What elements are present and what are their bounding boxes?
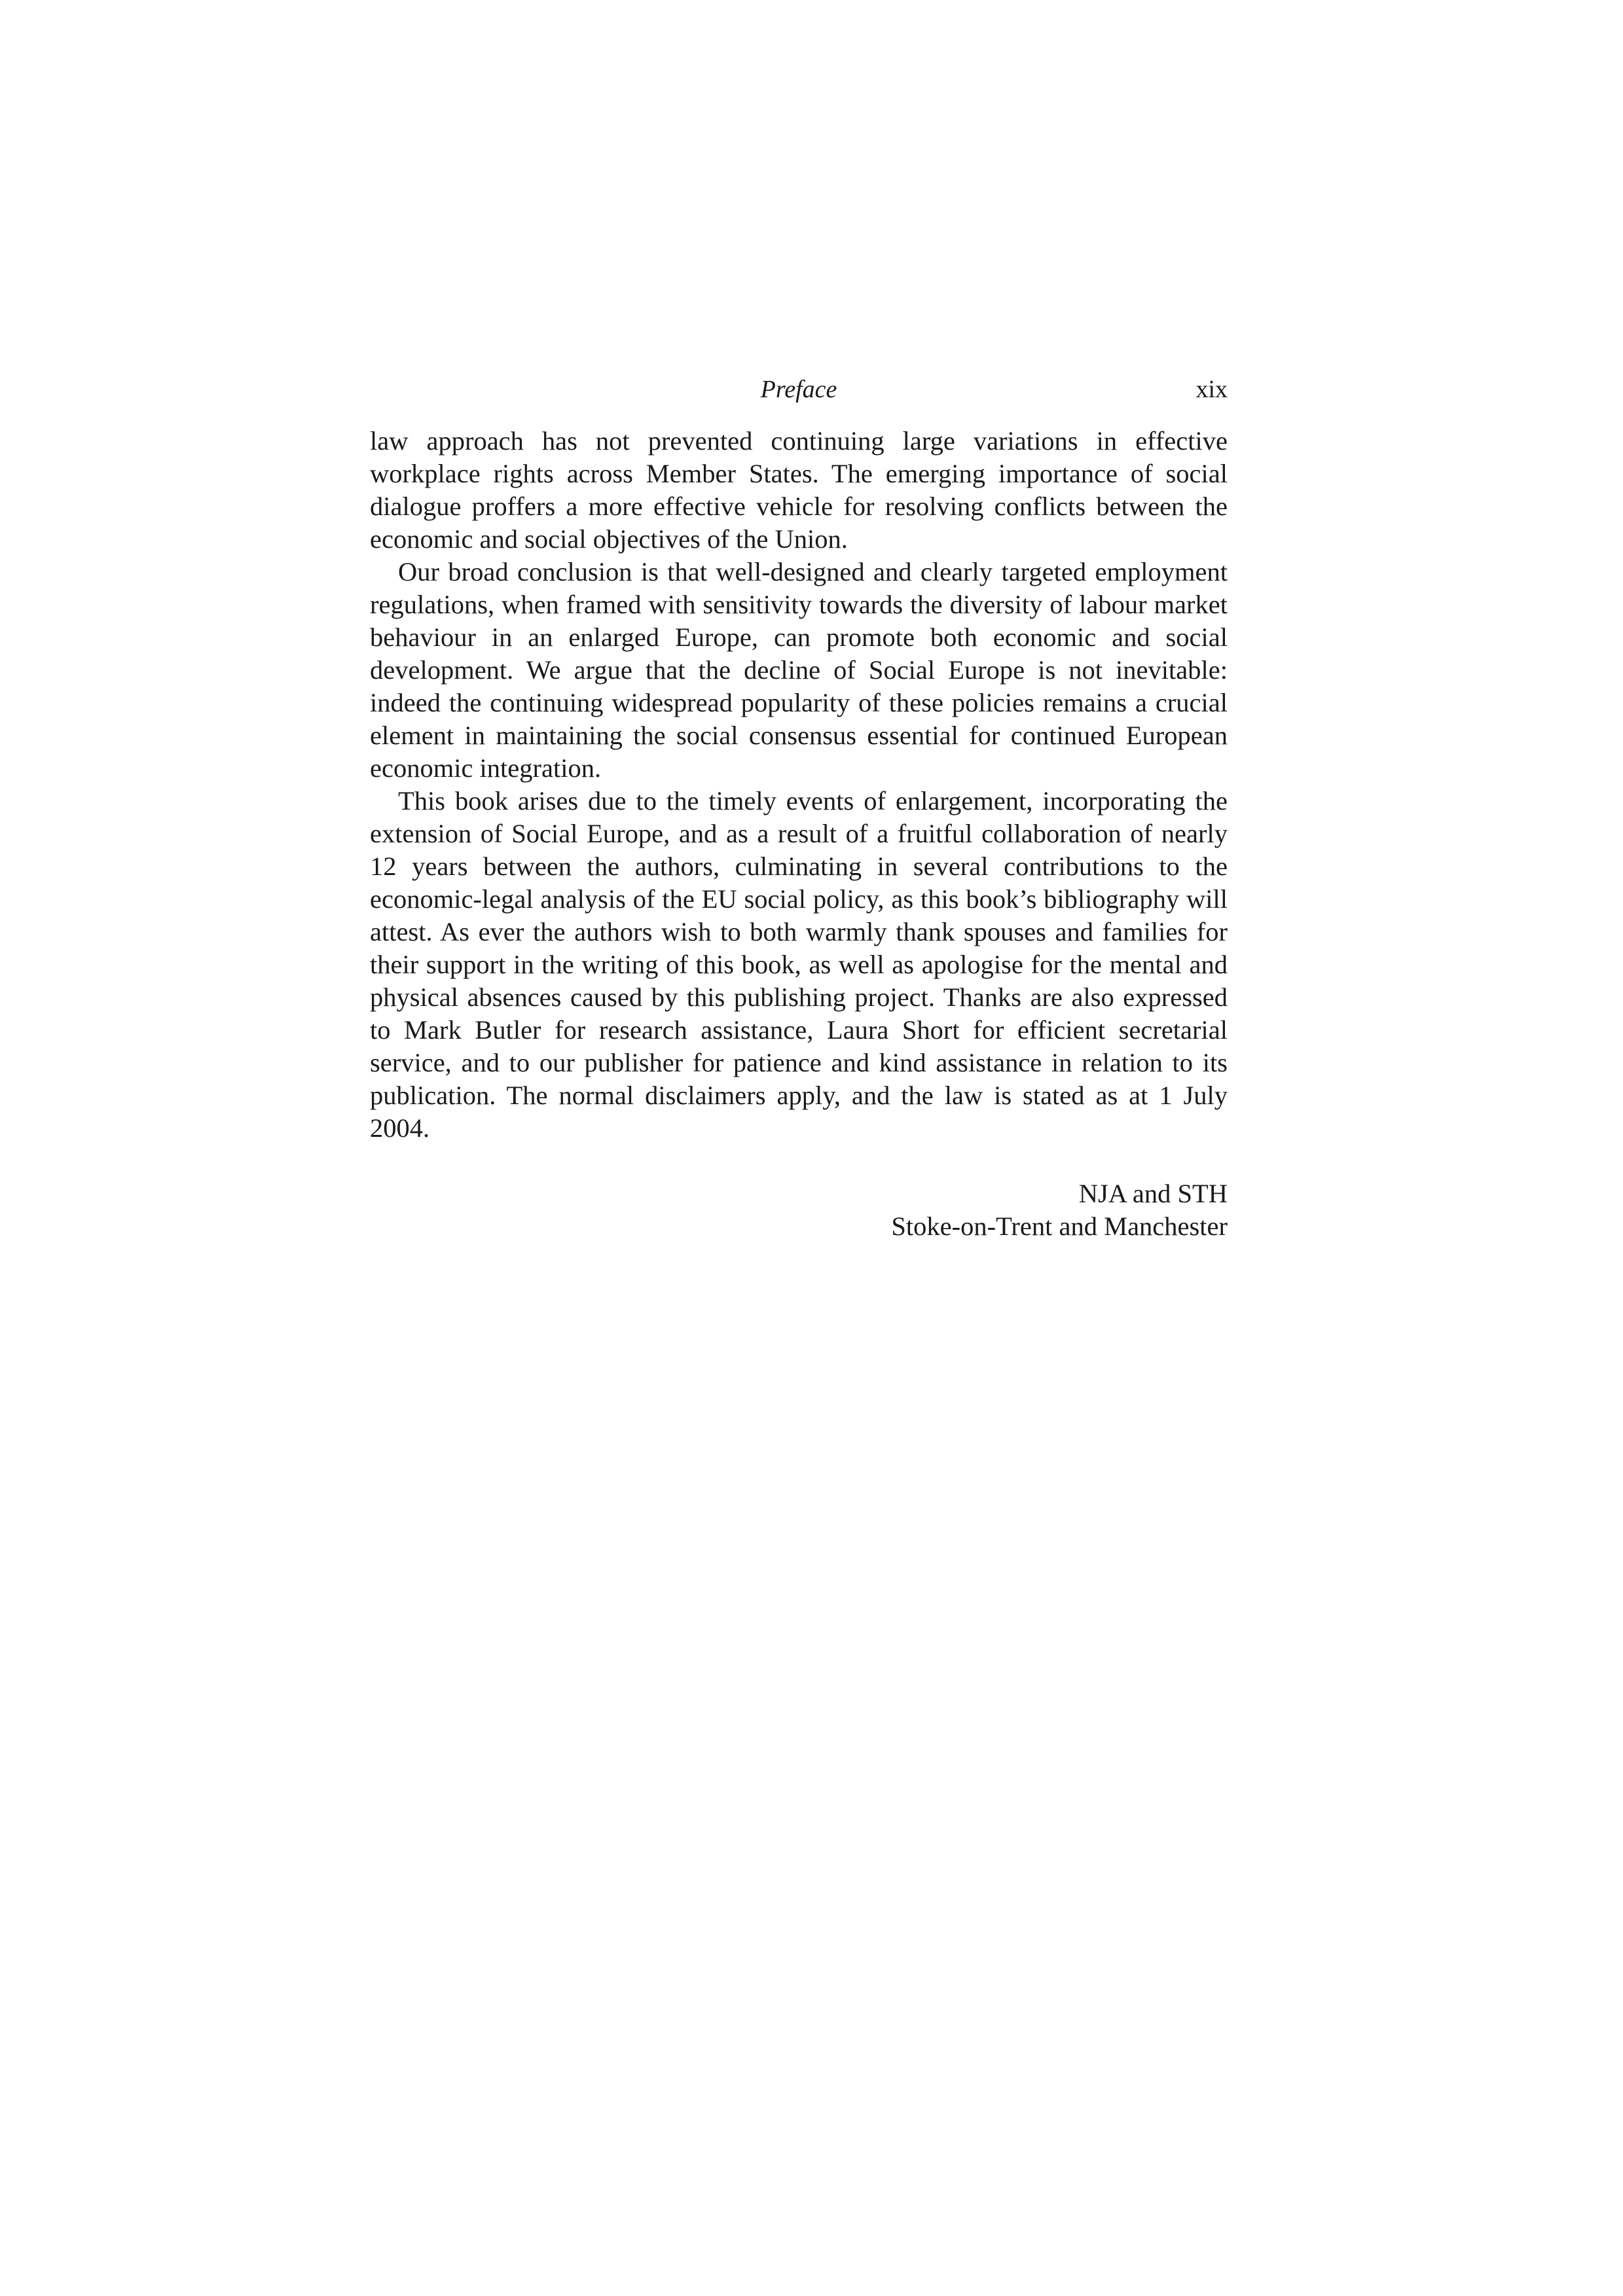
body-text xyxy=(370,425,1228,1145)
signoff-authors: NJA and STH xyxy=(1078,1179,1228,1208)
page-number: xix xyxy=(1195,376,1228,403)
paragraph-continued: law approach has not prevented continuing large variations in effective workplace rights across Member States. The emerging importance of social dialogue proffers a more effective vehicle for resolving conflicts between the economic and social objectives of the Union. xyxy=(370,426,1228,554)
running-head xyxy=(370,370,1228,409)
text-block xyxy=(370,370,1228,1243)
signoff-location: Stoke-on-Trent and Manchester xyxy=(891,1211,1228,1241)
paragraph-conclusion: Our broad conclusion is that well-designed and clearly targeted employment regulations, when framed with sensitivity towards the diversity of labour market behaviour in an enlarged Europe, can promote both economic and social development. We argue that the decline of Social Europe is not inevitable: indeed the continuing widespread popularity of these policies remains a crucial element in maintaining the social consensus essential for continued European economic integration. xyxy=(370,557,1228,783)
running-title: Preface xyxy=(760,376,837,403)
signoff xyxy=(370,1177,1228,1243)
paragraph-acknowledgements: This book arises due to the timely events of enlargement, incorporating the extension of Social Europe, and as a result of a fruitful collaboration of nearly 12 years between the authors, culminating in several contributions to the economic-legal analysis of the EU social policy, as this book’s bibliography will attest. As ever the authors wish to both warmly thank spouses and families for their support in the writing of this book, as well as apologise for the mental and physical absences caused by this publishing project. Thanks are also expressed to Mark Butler for research assistance, Laura Short for efficient secretarial service, and to our publisher for patience and kind assistance in relation to its publication. The normal disclaimers apply, and the law is stated as at 1 July 2004. xyxy=(370,786,1228,1143)
